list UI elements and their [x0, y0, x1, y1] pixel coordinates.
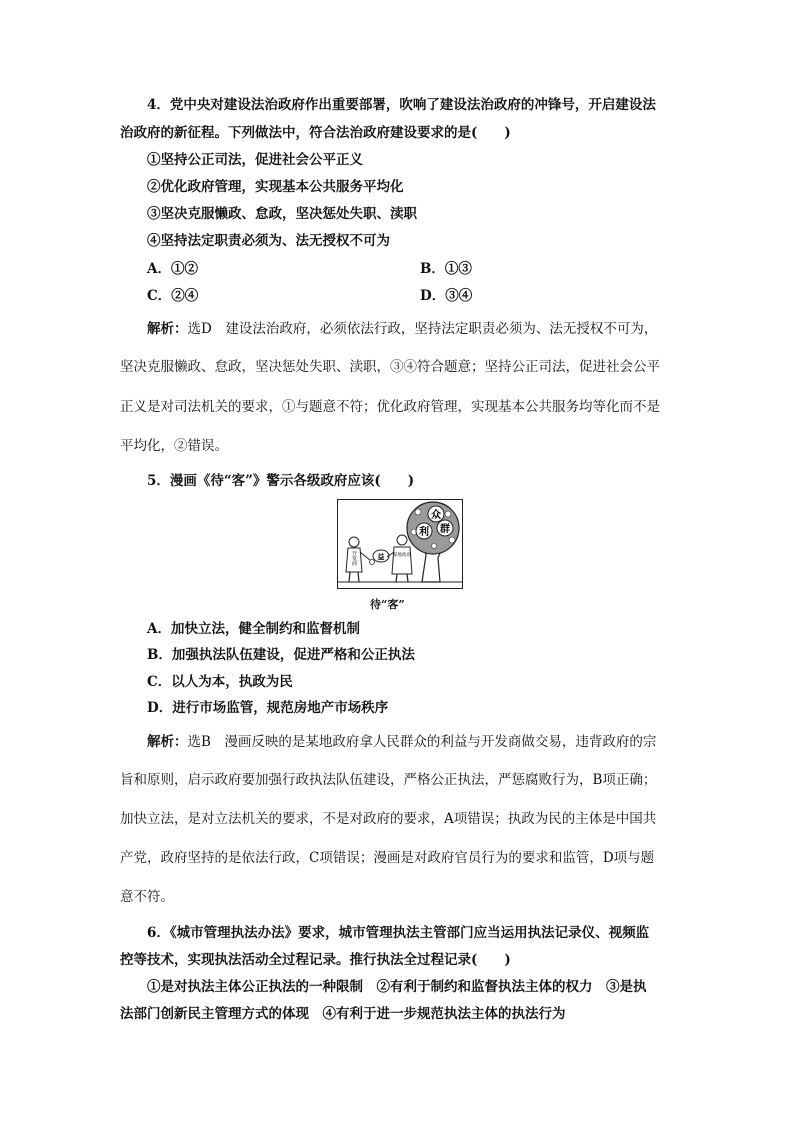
q5-explanation-line3: 加快立法，是对立法机关的要求，不是对政府的要求，A项错误；执政为民的主体是中国共: [120, 811, 657, 827]
tree-label-top: 众: [431, 510, 441, 521]
q5-explanation-line5: 意不符。: [120, 889, 174, 905]
developer-figure: [346, 537, 370, 582]
q6-stem-line2: 控等技术，实现执法活动全过程记录。推行执法全过程记录( ): [120, 952, 511, 968]
q4-explanation-line1: [147, 320, 657, 338]
q5-stem: 5．漫画《待“客”》警示各级政府应该( ): [147, 473, 415, 489]
q6-items-line2: 法部门创新民主管理方式的体现 ④有利于进一步规范执法主体的执法行为: [120, 1006, 566, 1022]
q5-option-d: D．进行市场监管，规范房地产市场秩序: [147, 700, 389, 716]
q5-option-c: C．以人为本，执政为民: [147, 674, 293, 690]
q4-stem-line2: 治政府的新征程。下列做法中，符合法治政府建设要求的是( ): [120, 125, 511, 141]
bag-label: 益: [377, 553, 385, 561]
q4-explanation-line3: 正义是对司法机关的要求，①与题意不符；优化政府管理，实现基本公共服务均等化而不是: [120, 399, 660, 415]
q4-option-d: D．③④: [420, 288, 473, 304]
q4-option-b: B．①③: [420, 261, 472, 277]
q4-item-4: ④坚持法定职责必须为、法无授权不可为: [147, 233, 390, 249]
tree-label-left: 利: [419, 527, 429, 538]
q5-option-b: B．加强执法队伍建设，促进严格和公正执法: [147, 647, 415, 663]
q5-explanation-line4: 产党，政府坚持的是依法行政，C项错误；漫画是对政府官员行为的要求和监管，D项与题: [120, 850, 655, 866]
money-bag: [370, 550, 390, 565]
q5-option-a: A．加快立法，健全制约和监督机制: [147, 621, 360, 637]
q4-item-3: ③坚决克服懒政、怠政，坚决惩处失职、渎职: [147, 206, 417, 222]
q5-explanation-line1: [147, 733, 656, 751]
q4-item-2: ②优化政府管理，实现基本公共服务平均化: [147, 179, 404, 195]
q4-option-a: A．①②: [147, 261, 198, 277]
q6-stem-line1: 6．《城市管理执法办法》要求，城市管理执法主管部门应当运用执法记录仪、视频监: [147, 925, 650, 941]
q4-stem-line1: 4．党中央对建设法治政府作出重要部署，吹响了建设法治政府的冲锋号，开启建设法: [147, 97, 656, 113]
q5-explanation-line2: 旨和原则，启示政府要加强行政执法队伍建设，严格公正执法，严惩腐败行为，B项正确；: [120, 772, 657, 788]
q6-items-line1: ①是对执法主体公正执法的一种限制 ②有利于制约和监督执法主体的权力 ③是执: [147, 979, 647, 995]
q4-explanation-line4: 平均化，②错误。: [120, 438, 228, 454]
q4-explanation-label: 解析：: [147, 321, 188, 337]
q5-explanation-text1: 选B 漫画反映的是某地政府拿人民群众的利益与开发商做交易，违背政府的宗: [187, 734, 657, 750]
q4-option-c: C．②④: [147, 288, 199, 304]
q4-explanation-line2: 坚决克服懒政、怠政，坚决惩处失职、渎职，③④符合题意；坚持公正司法，促进社会公平: [120, 359, 660, 375]
q4-item-1: ①坚持公正司法，促进社会公平正义: [147, 152, 363, 168]
q5-explanation-label: 解析：: [147, 734, 188, 750]
official-figure: [387, 535, 412, 582]
cartoon-caption: 待“客”: [370, 598, 405, 611]
q4-explanation-text1: 选D 建设法治政府，必须依法行政，坚持法定职责必须为、法无授权不可为，: [187, 321, 658, 337]
tree-label-right: 群: [440, 524, 450, 535]
cartoon-image: [337, 499, 463, 589]
official-label: 某地政府: [393, 553, 411, 558]
developer-label: 开发商: [351, 550, 357, 566]
cartoon-drawing: [338, 500, 462, 588]
